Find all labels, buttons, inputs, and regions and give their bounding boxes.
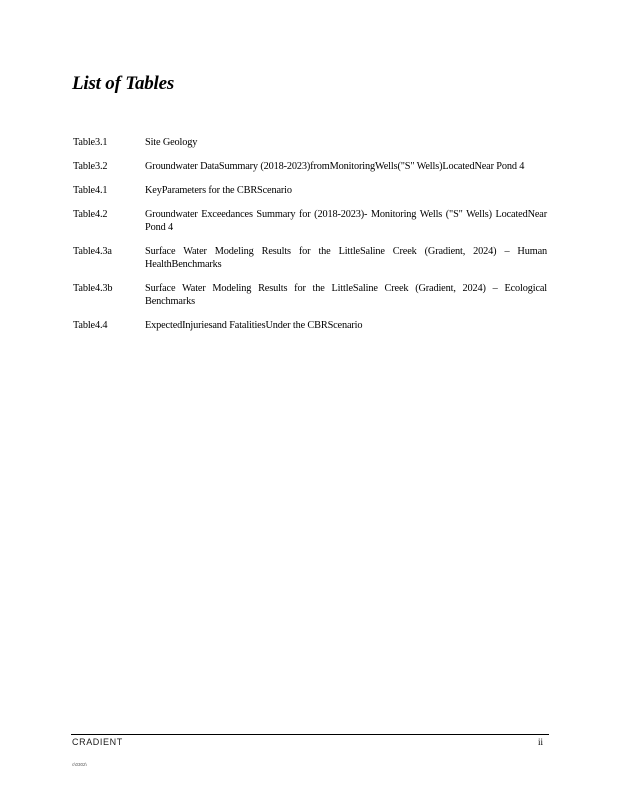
page-number: ii (538, 737, 544, 747)
table-title: Surface Water Modeling Results for the LittleSaline Creek (Gradient, 2024) – Ecological Benchmarks (145, 283, 547, 307)
table-entry-4-3b[interactable] (73, 282, 547, 308)
table-number: Table4.2 (73, 209, 108, 220)
table-entry-4-1[interactable] (73, 184, 547, 197)
table-title: Surface Water Modeling Results for the LittleSaline Creek (Gradient, 2024) – Human HealthBenchmarks (145, 246, 547, 270)
footer-divider (71, 734, 549, 735)
table-list (73, 136, 547, 343)
table-entry-4-3a[interactable] (73, 245, 547, 271)
table-title: KeyParameters for the CBRScenario (145, 185, 292, 196)
table-entry-4-4[interactable] (73, 319, 547, 332)
document-code: c\0302\ (72, 762, 87, 767)
table-number: Table3.1 (73, 137, 108, 148)
table-entry-4-2[interactable] (73, 208, 547, 234)
table-title: Groundwater Exceedances Summary for (2018-2023)- Monitoring Wells ("S" Wells) LocatedNear Pond 4 (145, 209, 547, 233)
table-title: Site Geology (145, 137, 198, 148)
company-logo: CRADIENT (72, 737, 123, 747)
page-title: List of Tables (72, 73, 175, 94)
table-number: Table4.3a (73, 246, 112, 257)
table-title: Groundwater DataSummary (2018-2023)fromMonitoringWells("S" Wells)LocatedNear Pond 4 (145, 161, 525, 172)
table-entry-3-1[interactable] (73, 136, 547, 149)
table-entry-3-2[interactable] (73, 160, 547, 173)
table-title: ExpectedInjuriesand FatalitiesUnder the CBRScenario (145, 320, 363, 331)
table-number: Table4.3b (73, 283, 113, 294)
table-number: Table4.4 (73, 320, 108, 331)
table-number: Table3.2 (73, 161, 108, 172)
table-number: Table4.1 (73, 185, 108, 196)
